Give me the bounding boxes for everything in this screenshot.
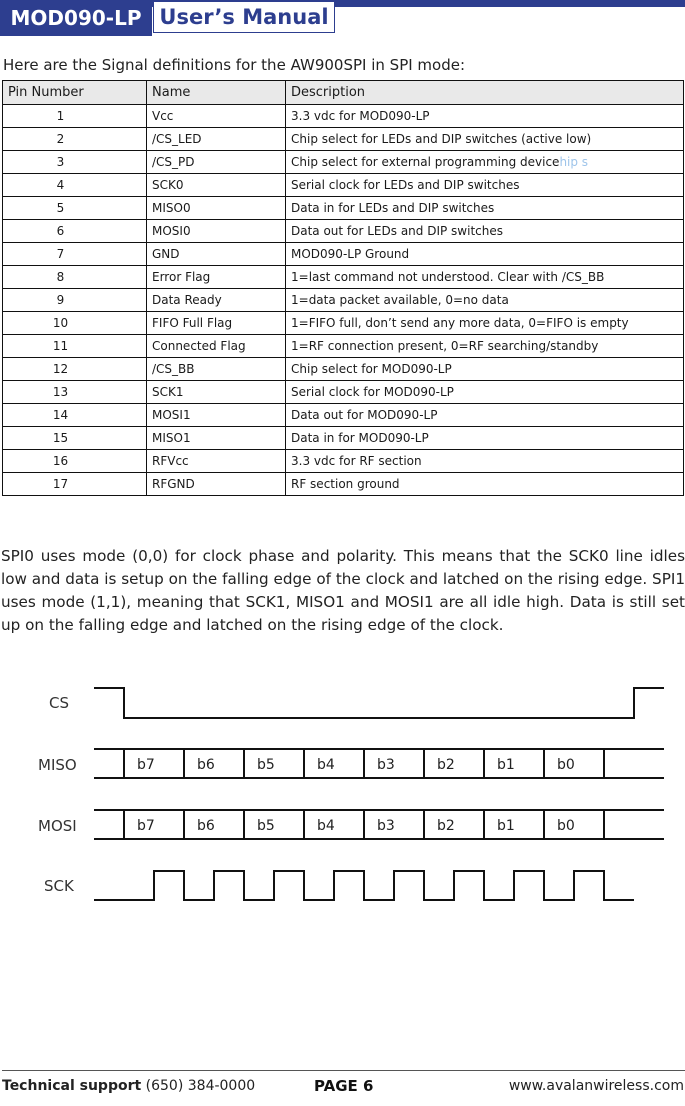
pin-name-cell: MISO0 bbox=[147, 197, 286, 220]
header-description: Description bbox=[286, 81, 684, 105]
table-row bbox=[3, 243, 684, 266]
table-header-row bbox=[3, 81, 684, 105]
pin-name-cell: Data Ready bbox=[147, 289, 286, 312]
signal-table bbox=[2, 80, 684, 496]
pin-name-cell: FIFO Full Flag bbox=[147, 312, 286, 335]
description-text: Data out for LEDs and DIP switches bbox=[291, 224, 503, 238]
pin-description-cell bbox=[286, 473, 684, 496]
mosi-dividers bbox=[124, 810, 604, 839]
page-header bbox=[0, 0, 685, 36]
table-row bbox=[3, 151, 684, 174]
pin-description-cell bbox=[286, 220, 684, 243]
pin-name-cell: MISO1 bbox=[147, 427, 286, 450]
pin-name-cell: /CS_BB bbox=[147, 358, 286, 381]
mosi-bit-label: b4 bbox=[317, 818, 335, 834]
support-phone: (650) 384-0000 bbox=[145, 1078, 256, 1094]
description-text: Serial clock for MOD090-LP bbox=[291, 385, 454, 399]
miso-bit-label: b6 bbox=[197, 757, 215, 773]
description-text: Chip select for external programming device bbox=[291, 155, 560, 169]
pin-description-cell bbox=[286, 266, 684, 289]
miso-bit-label: b2 bbox=[437, 757, 455, 773]
website-link[interactable]: www.avalanwireless.com bbox=[508, 1078, 684, 1094]
pin-number-cell: 7 bbox=[3, 243, 147, 266]
pin-number-cell: 15 bbox=[3, 427, 147, 450]
table-row bbox=[3, 450, 684, 473]
mosi-bit-label: b0 bbox=[557, 818, 575, 834]
cs-waveform bbox=[94, 688, 664, 718]
table-row bbox=[3, 174, 684, 197]
mosi-bit-label: b5 bbox=[257, 818, 275, 834]
header-name: Name bbox=[147, 81, 286, 105]
pin-name-cell: Vcc bbox=[147, 105, 286, 128]
pin-number-cell: 13 bbox=[3, 381, 147, 404]
pin-description-cell bbox=[286, 404, 684, 427]
description-text: Data in for MOD090-LP bbox=[291, 431, 429, 445]
cs-label: CS bbox=[49, 694, 69, 712]
spi-mode-paragraph: SPI0 uses mode (0,0) for clock phase and polarity. This means that the SCK0 line idles low and data is setup on the falling edge of the clock and latched on the rising edge. SPI1 uses mode (1,1), meaning that SCK1, MISO1 and MOSI1 are all idle high. Data is still set up on the falling edge and latched on the rising edge of the clock. bbox=[1, 547, 685, 634]
mosi-bit-label: b2 bbox=[437, 818, 455, 834]
pin-description-cell bbox=[286, 358, 684, 381]
pin-name-cell: GND bbox=[147, 243, 286, 266]
pin-number-cell: 9 bbox=[3, 289, 147, 312]
footer-divider bbox=[2, 1070, 685, 1071]
pin-name-cell: SCK0 bbox=[147, 174, 286, 197]
pin-name-cell: Error Flag bbox=[147, 266, 286, 289]
description-text: 1=RF connection present, 0=RF searching/standby bbox=[291, 339, 599, 353]
table-row bbox=[3, 335, 684, 358]
miso-bit-label: b7 bbox=[137, 757, 155, 773]
pin-name-cell: RFVcc bbox=[147, 450, 286, 473]
page-number: PAGE 6 bbox=[314, 1077, 374, 1095]
pin-number-cell: 10 bbox=[3, 312, 147, 335]
table-row bbox=[3, 105, 684, 128]
table-row bbox=[3, 128, 684, 151]
ghost-text: hip s bbox=[559, 155, 589, 169]
pin-number-cell: 14 bbox=[3, 404, 147, 427]
table-row bbox=[3, 266, 684, 289]
pin-description-cell bbox=[286, 381, 684, 404]
table-row bbox=[3, 220, 684, 243]
pin-number-cell: 17 bbox=[3, 473, 147, 496]
pin-description-cell bbox=[286, 312, 684, 335]
pin-number-cell: 8 bbox=[3, 266, 147, 289]
pin-number-cell: 12 bbox=[3, 358, 147, 381]
table-row bbox=[3, 289, 684, 312]
table-row bbox=[3, 427, 684, 450]
description-text: Data in for LEDs and DIP switches bbox=[291, 201, 495, 215]
pin-description-cell bbox=[286, 335, 684, 358]
sck-waveform bbox=[94, 871, 634, 900]
miso-label: MISO bbox=[38, 756, 77, 774]
mosi-bit-label: b1 bbox=[497, 818, 515, 834]
description-text: MOD090-LP Ground bbox=[291, 247, 410, 261]
manual-title: User’s Manual bbox=[153, 1, 335, 33]
miso-bit-label: b1 bbox=[497, 757, 515, 773]
mosi-bit-label: b6 bbox=[197, 818, 215, 834]
description-text: Chip select for MOD090-LP bbox=[291, 362, 452, 376]
table-row bbox=[3, 473, 684, 496]
miso-dividers bbox=[124, 749, 604, 778]
table-row bbox=[3, 358, 684, 381]
support-label: Technical support bbox=[2, 1078, 142, 1094]
description-text: 1=last command not understood. Clear with /CS_BB bbox=[291, 270, 605, 284]
description-text: RF section ground bbox=[291, 477, 400, 491]
pin-name-cell: SCK1 bbox=[147, 381, 286, 404]
pin-number-cell: 6 bbox=[3, 220, 147, 243]
pin-name-cell: MOSI1 bbox=[147, 404, 286, 427]
pin-number-cell: 3 bbox=[3, 151, 147, 174]
mosi-label: MOSI bbox=[38, 817, 77, 835]
pin-description-cell bbox=[286, 151, 684, 174]
description-text: Chip select for LEDs and DIP switches (active low) bbox=[291, 132, 592, 146]
intro-text: Here are the Signal deﬁnitions for the AW900SPI in SPI mode: bbox=[3, 56, 466, 74]
technical-support bbox=[2, 1078, 255, 1094]
description-text: 1=FIFO full, don’t send any more data, 0=FIFO is empty bbox=[291, 316, 629, 330]
sck-label: SCK bbox=[44, 877, 74, 895]
pin-number-cell: 4 bbox=[3, 174, 147, 197]
pin-number-cell: 16 bbox=[3, 450, 147, 473]
pin-number-cell: 5 bbox=[3, 197, 147, 220]
miso-bit-label: b5 bbox=[257, 757, 275, 773]
mosi-bit-label: b3 bbox=[377, 818, 395, 834]
pin-name-cell: Connected Flag bbox=[147, 335, 286, 358]
model-badge: MOD090-LP bbox=[0, 0, 152, 36]
pin-description-cell bbox=[286, 450, 684, 473]
mosi-bit-label: b7 bbox=[137, 818, 155, 834]
pin-name-cell: MOSI0 bbox=[147, 220, 286, 243]
table-row bbox=[3, 404, 684, 427]
pin-number-cell: 2 bbox=[3, 128, 147, 151]
pin-description-cell bbox=[286, 243, 684, 266]
description-text: 1=data packet available, 0=no data bbox=[291, 293, 509, 307]
pin-name-cell: /CS_PD bbox=[147, 151, 286, 174]
pin-name-cell: RFGND bbox=[147, 473, 286, 496]
description-text: Data out for MOD090-LP bbox=[291, 408, 438, 422]
header-pin-number: Pin Number bbox=[3, 81, 147, 105]
description-text: 3.3 vdc for RF section bbox=[291, 454, 422, 468]
table-row bbox=[3, 312, 684, 335]
pin-number-cell: 1 bbox=[3, 105, 147, 128]
pin-name-cell: /CS_LED bbox=[147, 128, 286, 151]
pin-description-cell bbox=[286, 174, 684, 197]
miso-bit-label: b0 bbox=[557, 757, 575, 773]
spi-timing-diagram bbox=[0, 670, 685, 910]
table-row bbox=[3, 381, 684, 404]
pin-description-cell bbox=[286, 197, 684, 220]
description-text: Serial clock for LEDs and DIP switches bbox=[291, 178, 520, 192]
pin-description-cell bbox=[286, 427, 684, 450]
pin-number-cell: 11 bbox=[3, 335, 147, 358]
pin-description-cell bbox=[286, 289, 684, 312]
pin-description-cell bbox=[286, 128, 684, 151]
table-row bbox=[3, 197, 684, 220]
miso-bit-label: b3 bbox=[377, 757, 395, 773]
miso-bit-label: b4 bbox=[317, 757, 335, 773]
pin-description-cell bbox=[286, 105, 684, 128]
description-text: 3.3 vdc for MOD090-LP bbox=[291, 109, 430, 123]
